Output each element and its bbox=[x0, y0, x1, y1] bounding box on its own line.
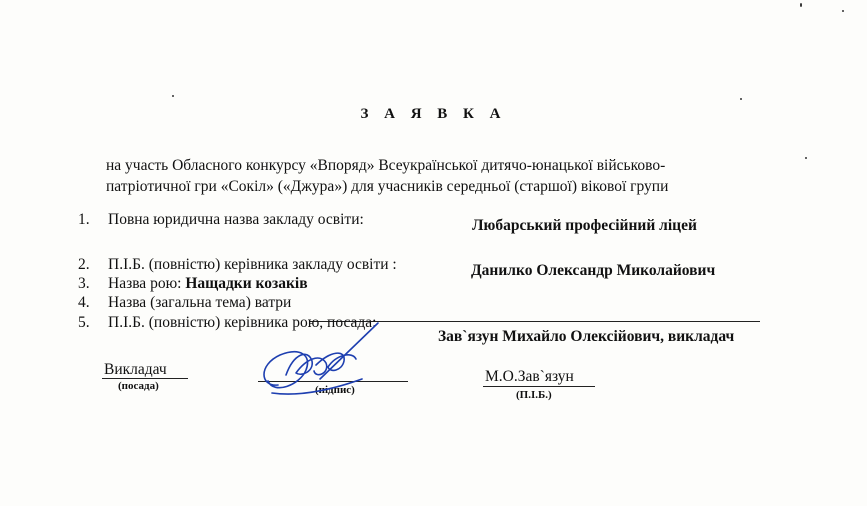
item-5-number: 5. bbox=[78, 314, 90, 331]
item-3 bbox=[78, 275, 308, 293]
item-2-number: 2. bbox=[78, 256, 90, 273]
name-value: М.О.Зав`язун bbox=[485, 368, 574, 385]
item-1-label: Повна юридична назва закладу освіти: bbox=[108, 211, 364, 228]
item-1-value: Любарський професійний ліцей bbox=[472, 217, 697, 234]
item-2 bbox=[78, 256, 397, 274]
item-4 bbox=[78, 294, 291, 312]
scan-speck bbox=[800, 3, 802, 7]
name-line bbox=[483, 386, 595, 387]
item-5-label: П.І.Б. (повністю) керівника рою, посада: bbox=[108, 314, 377, 331]
item-2-label: П.І.Б. (повністю) керівника закладу освіти : bbox=[108, 256, 397, 273]
name-caption: (П.І.Б.) bbox=[516, 389, 552, 401]
intro-line-2: патріотичної гри «Сокіл» («Джура») для учасників середньої (старшої) вікової групи bbox=[106, 178, 669, 195]
position-value: Викладач bbox=[104, 361, 167, 378]
item-1-number: 1. bbox=[78, 211, 90, 228]
scan-speck bbox=[172, 95, 174, 97]
item-2-value: Данилко Олександр Миколайович bbox=[471, 262, 716, 279]
document-title: З А Я В К А bbox=[360, 106, 507, 122]
position-caption: (посада) bbox=[118, 380, 159, 392]
item-3-value: Нащадки козаків bbox=[185, 275, 308, 292]
item-5-value: Зав`язун Михайло Олексійович, викладач bbox=[438, 328, 735, 345]
scan-speck bbox=[842, 10, 844, 12]
item-4-number: 4. bbox=[78, 294, 90, 311]
intro-line-1: на участь Обласного конкурсу «Впоряд» Всеукраїнської дитячо-юнацької військово- bbox=[106, 157, 666, 174]
signature-caption: (підпис) bbox=[315, 384, 355, 396]
handwritten-signature bbox=[250, 315, 385, 405]
item-1 bbox=[78, 211, 364, 229]
scan-speck bbox=[805, 157, 807, 159]
item-3-number: 3. bbox=[78, 275, 90, 292]
item-3-label: Назва рою: bbox=[108, 275, 182, 292]
scan-speck bbox=[740, 98, 742, 100]
item-4-label: Назва (загальна тема) ватри bbox=[108, 294, 292, 311]
position-line bbox=[102, 378, 188, 379]
